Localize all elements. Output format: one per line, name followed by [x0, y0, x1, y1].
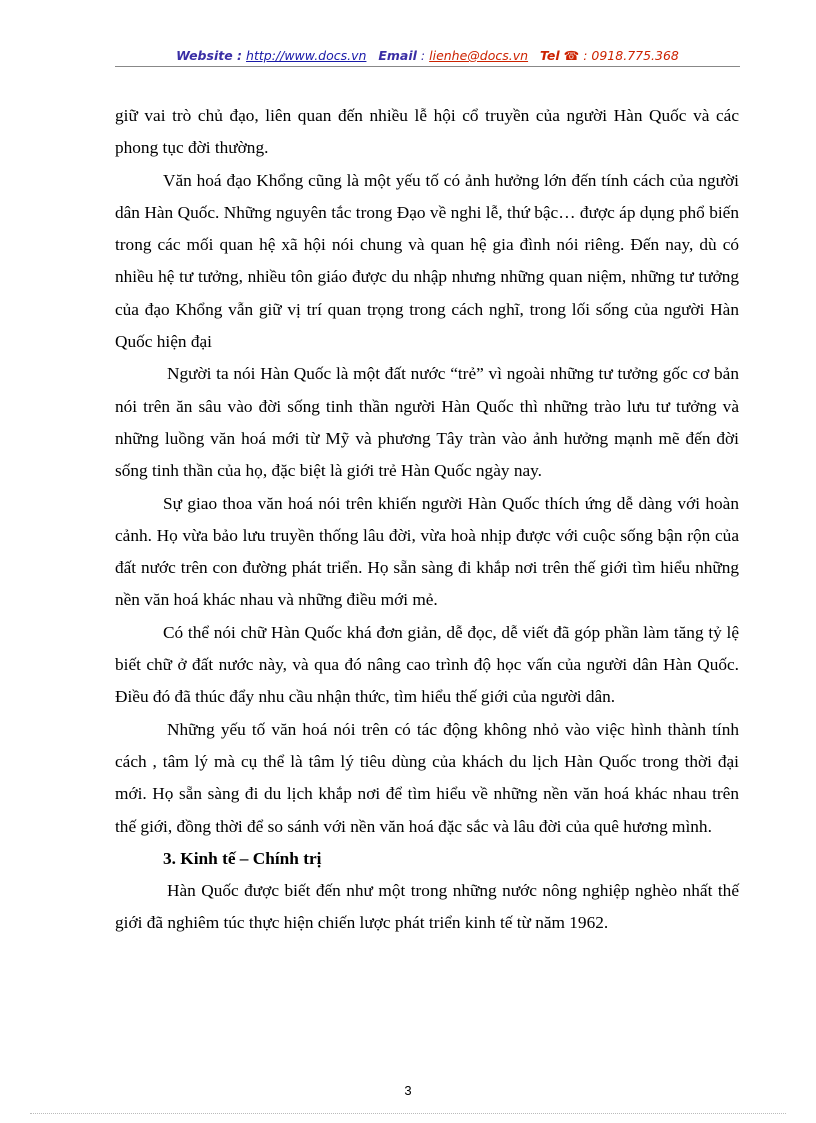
section-heading: 3. Kinh tế – Chính trị [163, 848, 322, 868]
header-divider [115, 66, 740, 67]
page-number: 3 [404, 1083, 412, 1098]
email-label: Email [378, 48, 417, 63]
website-link[interactable]: http://www.docs.vn [246, 48, 367, 63]
document-body [115, 100, 739, 940]
paragraph: Những yếu tố văn hoá nói trên có tác động không nhỏ vào việc hình thành tính cách , tâm lý mà cụ thể là tâm lý tiêu dùng của khách du lịch Hàn Quốc trong thời đại mới. Họ sẵn sàng đi du lịch khắp nơi để tìm hiểu về những nền văn hoá khác nhau trên thế giới, đồng thời để so sánh với nền văn hoá đặc sắc và lâu đời của quê hương mình. [115, 719, 739, 836]
phone-icon: ☎ [563, 48, 580, 63]
paragraph: Hàn Quốc được biết đến như một trong những nước nông nghiệp nghèo nhất thế giới đã nghiêm túc thực hiện chiến lược phát triển kinh tế từ năm 1962. [115, 881, 739, 933]
email-link[interactable]: lienhe@docs.vn [429, 48, 529, 63]
paragraph: Người ta nói Hàn Quốc là một đất nước “trẻ” vì ngoài những tư tưởng gốc cơ bản nói trên ăn sâu vào đời sống tinh thần người Hàn Quốc thì những trào lưu tư tưởng và những luồng văn hoá mới từ Mỹ và phương Tây tràn vào ảnh hưởng mạnh mẽ đến đời sống tinh thần của họ, đặc biệt là giới trẻ Hàn Quốc ngày nay. [115, 364, 739, 481]
page-bottom-divider [30, 1113, 786, 1114]
paragraph: Sự giao thoa văn hoá nói trên khiến người Hàn Quốc thích ứng dễ dàng với hoàn cảnh. Họ vừa bảo lưu truyền thống lâu đời, vừa hoà nhịp được với cuộc sống bận rộn của đất nước trên con đường phát triển. Họ sẵn sàng đi khắp nơi trên thế giới tìm hiểu những nền văn hoá khác nhau và những điều mới mẻ. [115, 493, 739, 610]
paragraph: Có thể nói chữ Hàn Quốc khá đơn giản, dễ đọc, dễ viết đã góp phần làm tăng tỷ lệ biết chữ ở đất nước này, và qua đó nâng cao trình độ học vấn của người dân Hàn Quốc. Điều đó đã thúc đẩy nhu cầu nhận thức, tìm hiểu thế giới của người dân. [115, 622, 739, 707]
page-header [115, 46, 740, 66]
paragraph: giữ vai trò chủ đạo, liên quan đến nhiều lễ hội cổ truyền của người Hàn Quốc và các phong tục đời thường. [115, 106, 739, 158]
email-sep: : [420, 48, 426, 63]
website-label: Website : [176, 48, 243, 63]
tel-label: Tel [539, 48, 560, 63]
tel-value: : 0918.775.368 [583, 48, 679, 63]
paragraph: Văn hoá đạo Khổng cũng là một yếu tố có ảnh hưởng lớn đến tính cách của người dân Hàn Quốc. Những nguyên tắc trong Đạo về nghi lễ, thứ bậc… được áp dụng phổ biến trong các mối quan hệ xã hội nói chung và quan hệ gia đình nói riêng. Đến nay, dù có nhiều hệ tư tưởng, nhiều tôn giáo được du nhập nhưng những quan niệm, những tư tưởng của đạo Khổng vẫn giữ vị trí quan trọng trong cách nghĩ, trong lối sống của người Hàn Quốc hiện đại [115, 170, 739, 352]
